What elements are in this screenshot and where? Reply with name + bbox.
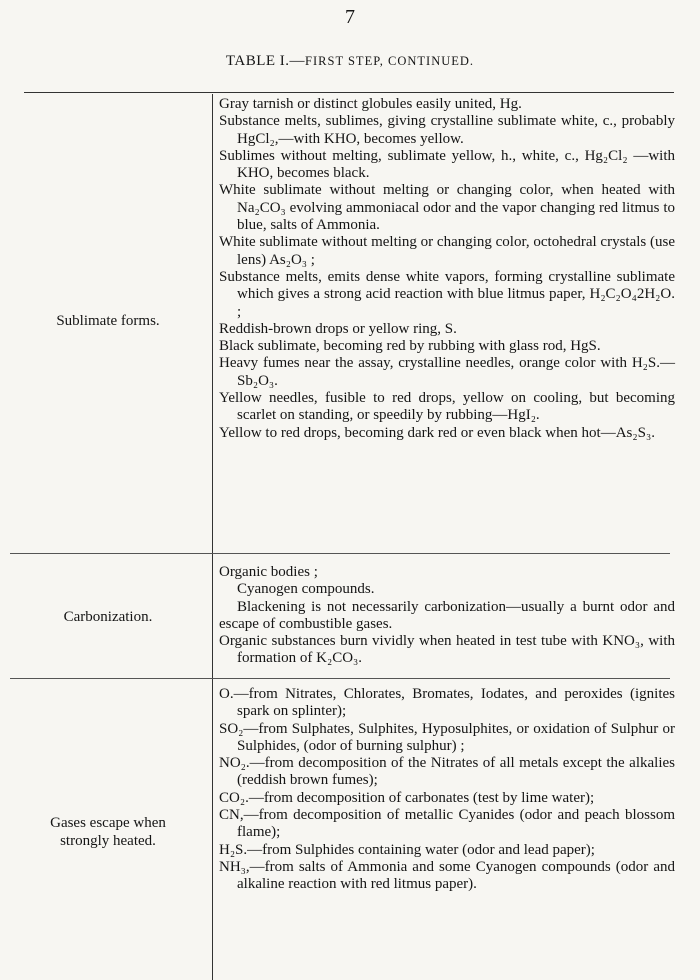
top-rule — [24, 92, 674, 93]
table-title — [0, 53, 700, 70]
entry: Blackening is not necessarily carbonization—usually a burnt odor and escape of combustible gases. — [219, 598, 675, 632]
entry: NO₂.—from decomposition of the Nitrates of all metals except the alkalies (reddish brown fumes); — [219, 755, 675, 789]
entry: Organic substances burn vividly when heated in test tube with KNO₃, with formation of K₂CO₃. — [219, 633, 675, 667]
entry: CO₂.—from decomposition of carbonates (test by lime water); — [219, 789, 595, 806]
entry: Heavy fumes near the assay, crystalline needles, orange color with H₂S.—Sb₂O₃. — [219, 355, 675, 389]
section-divider — [10, 553, 670, 554]
entry: H₂S.—from Sulphides containing water (odor and lead paper); — [219, 841, 595, 858]
page-number: 7 — [345, 6, 355, 28]
entry: Reddish-brown drops or yellow ring, S. — [219, 320, 457, 337]
entry: SO₂—from Sulphates, Sulphites, Hyposulphites, or oxidation of Sulphur or Sulphides, (odor of burning sulphur) ; — [219, 720, 675, 754]
entry: Black sublimate, becoming red by rubbing with glass rod, HgS. — [219, 338, 601, 355]
section-divider — [10, 678, 670, 679]
section-label — [8, 814, 208, 850]
entry: O.—from Nitrates, Chlorates, Bromates, Iodates, and peroxides (ignites spark on splinter); — [219, 686, 675, 720]
entry: White sublimate without melting or changing color, octohedral crystals (use lens) As₂O₃ ; — [219, 234, 675, 268]
section-entries — [219, 96, 675, 442]
column-divider — [212, 94, 213, 980]
entry: Gray tarnish or distinct globules easily united, Hg. — [219, 96, 522, 112]
entry: Yellow to red drops, becoming dark red or even black when hot—As₂S₃. — [219, 424, 655, 441]
section-label: Sublimate forms. — [56, 313, 160, 329]
entry: White sublimate without melting or changing color, when heated with Na₂CO₃ evolving ammoniacal odor and the vapor changing red litmus to blue, salts of Ammonia. — [219, 182, 675, 234]
entry: Cyanogen compounds. — [237, 581, 375, 598]
section-entries — [219, 686, 675, 894]
table-title-main: TABLE I.— — [225, 53, 306, 69]
entry: Sublimes without melting, sublimate yellow, h., white, c., Hg₂Cl₂ —with KHO, becomes black. — [219, 147, 675, 182]
entry: Organic bodies ; — [219, 564, 318, 580]
entry: CN,—from decomposition of metallic Cyanides (odor and peach blossom flame); — [219, 807, 675, 841]
section-label-line: Gases escape when — [50, 815, 166, 831]
table-title-caps: FIRST STEP, CONTINUED. — [305, 54, 475, 68]
entry: NH₃,—from salts of Ammonia and some Cyanogen compounds (odor and alkaline reaction with red litmus paper). — [219, 858, 675, 893]
section-label: Carbonization. — [63, 609, 153, 625]
entry: Substance melts, emits dense white vapors, forming crystalline sublimate which gives a strong acid reaction with blue litmus paper, H₂C₂O₄2H₂O. ; — [219, 268, 675, 320]
entry: Substance melts, sublimes, giving crystalline sublimate white, c., probably HgCl₂,—with KHO, becomes yellow. — [219, 113, 675, 147]
section-label-line: strongly heated. — [60, 833, 156, 849]
entry: Yellow needles, fusible to red drops, yellow on cooling, but becoming scarlet on standing, or speedily by rubbing—HgI₂. — [219, 390, 675, 424]
section-entries — [219, 564, 675, 668]
